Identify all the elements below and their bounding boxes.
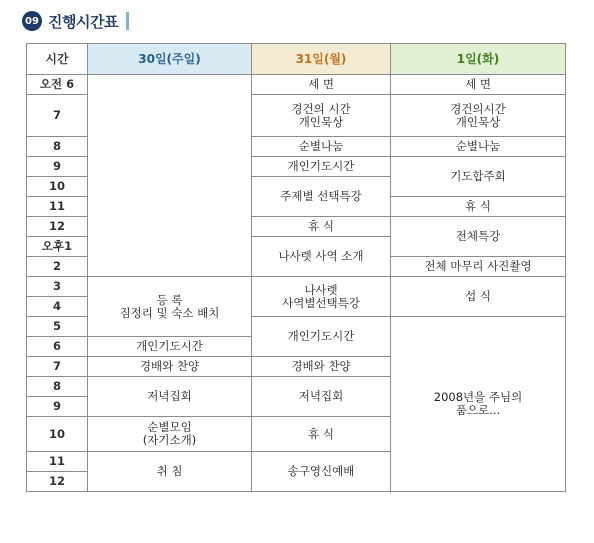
table-row bbox=[27, 75, 566, 95]
section-number-badge: 09 bbox=[22, 11, 42, 31]
schedule-cell: 저녁집회 bbox=[252, 377, 391, 417]
time-cell: 7 bbox=[27, 95, 88, 137]
schedule-cell: 전체특강 bbox=[391, 217, 566, 257]
time-cell: 11 bbox=[27, 452, 88, 472]
time-cell: 오후1 bbox=[27, 237, 88, 257]
schedule-cell: 개인기도시간 bbox=[252, 317, 391, 357]
empty-cell bbox=[88, 75, 252, 277]
time-cell: 10 bbox=[27, 417, 88, 452]
col-header-time: 시간 bbox=[27, 44, 88, 75]
time-cell: 4 bbox=[27, 297, 88, 317]
schedule-cell: 기도합주회 bbox=[391, 157, 566, 197]
schedule-cell: 경건의시간 개인묵상 bbox=[391, 95, 566, 137]
schedule-cell: 경배와 찬양 bbox=[88, 357, 252, 377]
time-cell: 11 bbox=[27, 197, 88, 217]
time-cell: 3 bbox=[27, 277, 88, 297]
schedule-cell: 섭 식 bbox=[391, 277, 566, 317]
schedule-cell: 개인기도시간 bbox=[88, 337, 252, 357]
schedule-cell: 순별나눔 bbox=[252, 137, 391, 157]
section-header bbox=[22, 8, 129, 34]
section-title: 진행시간표 bbox=[48, 12, 118, 31]
table-header-row bbox=[27, 44, 566, 75]
schedule-cell: 2008년을 주님의 품으로... bbox=[391, 317, 566, 492]
schedule-cell: 등 록 짐정리 및 숙소 배치 bbox=[88, 277, 252, 337]
table-row bbox=[27, 277, 566, 297]
schedule-cell: 개인기도시간 bbox=[252, 157, 391, 177]
schedule-cell: 송구영신예배 bbox=[252, 452, 391, 492]
time-cell: 8 bbox=[27, 377, 88, 397]
schedule-cell: 순별모임 (자기소개) bbox=[88, 417, 252, 452]
schedule-cell: 세 면 bbox=[252, 75, 391, 95]
schedule-cell: 휴 식 bbox=[252, 417, 391, 452]
time-cell: 9 bbox=[27, 397, 88, 417]
time-cell: 10 bbox=[27, 177, 88, 197]
schedule-cell: 취 침 bbox=[88, 452, 252, 492]
time-cell: 2 bbox=[27, 257, 88, 277]
col-header-day1: 1일(화) bbox=[391, 44, 566, 75]
schedule-cell: 순별나눔 bbox=[391, 137, 566, 157]
schedule-cell: 나사렛 사역별선택특강 bbox=[252, 277, 391, 317]
time-cell: 5 bbox=[27, 317, 88, 337]
schedule-cell: 경건의 시간 개인묵상 bbox=[252, 95, 391, 137]
time-cell: 7 bbox=[27, 357, 88, 377]
time-cell: 12 bbox=[27, 472, 88, 492]
time-cell: 8 bbox=[27, 137, 88, 157]
time-cell: 9 bbox=[27, 157, 88, 177]
schedule-cell: 세 면 bbox=[391, 75, 566, 95]
col-header-day30: 30일(주일) bbox=[88, 44, 252, 75]
time-cell: 12 bbox=[27, 217, 88, 237]
schedule-cell: 경배와 찬양 bbox=[252, 357, 391, 377]
schedule-table bbox=[26, 43, 566, 492]
schedule-cell: 나사렛 사역 소개 bbox=[252, 237, 391, 277]
col-header-day31: 31일(월) bbox=[252, 44, 391, 75]
time-cell: 6 bbox=[27, 337, 88, 357]
schedule-cell: 저녁집회 bbox=[88, 377, 252, 417]
title-accent-bar bbox=[126, 12, 129, 30]
schedule-cell: 휴 식 bbox=[252, 217, 391, 237]
time-cell: 오전 6 bbox=[27, 75, 88, 95]
schedule-cell: 휴 식 bbox=[391, 197, 566, 217]
schedule-cell: 주제별 선택특강 bbox=[252, 177, 391, 217]
schedule-cell: 전체 마무리 사진촬영 bbox=[391, 257, 566, 277]
